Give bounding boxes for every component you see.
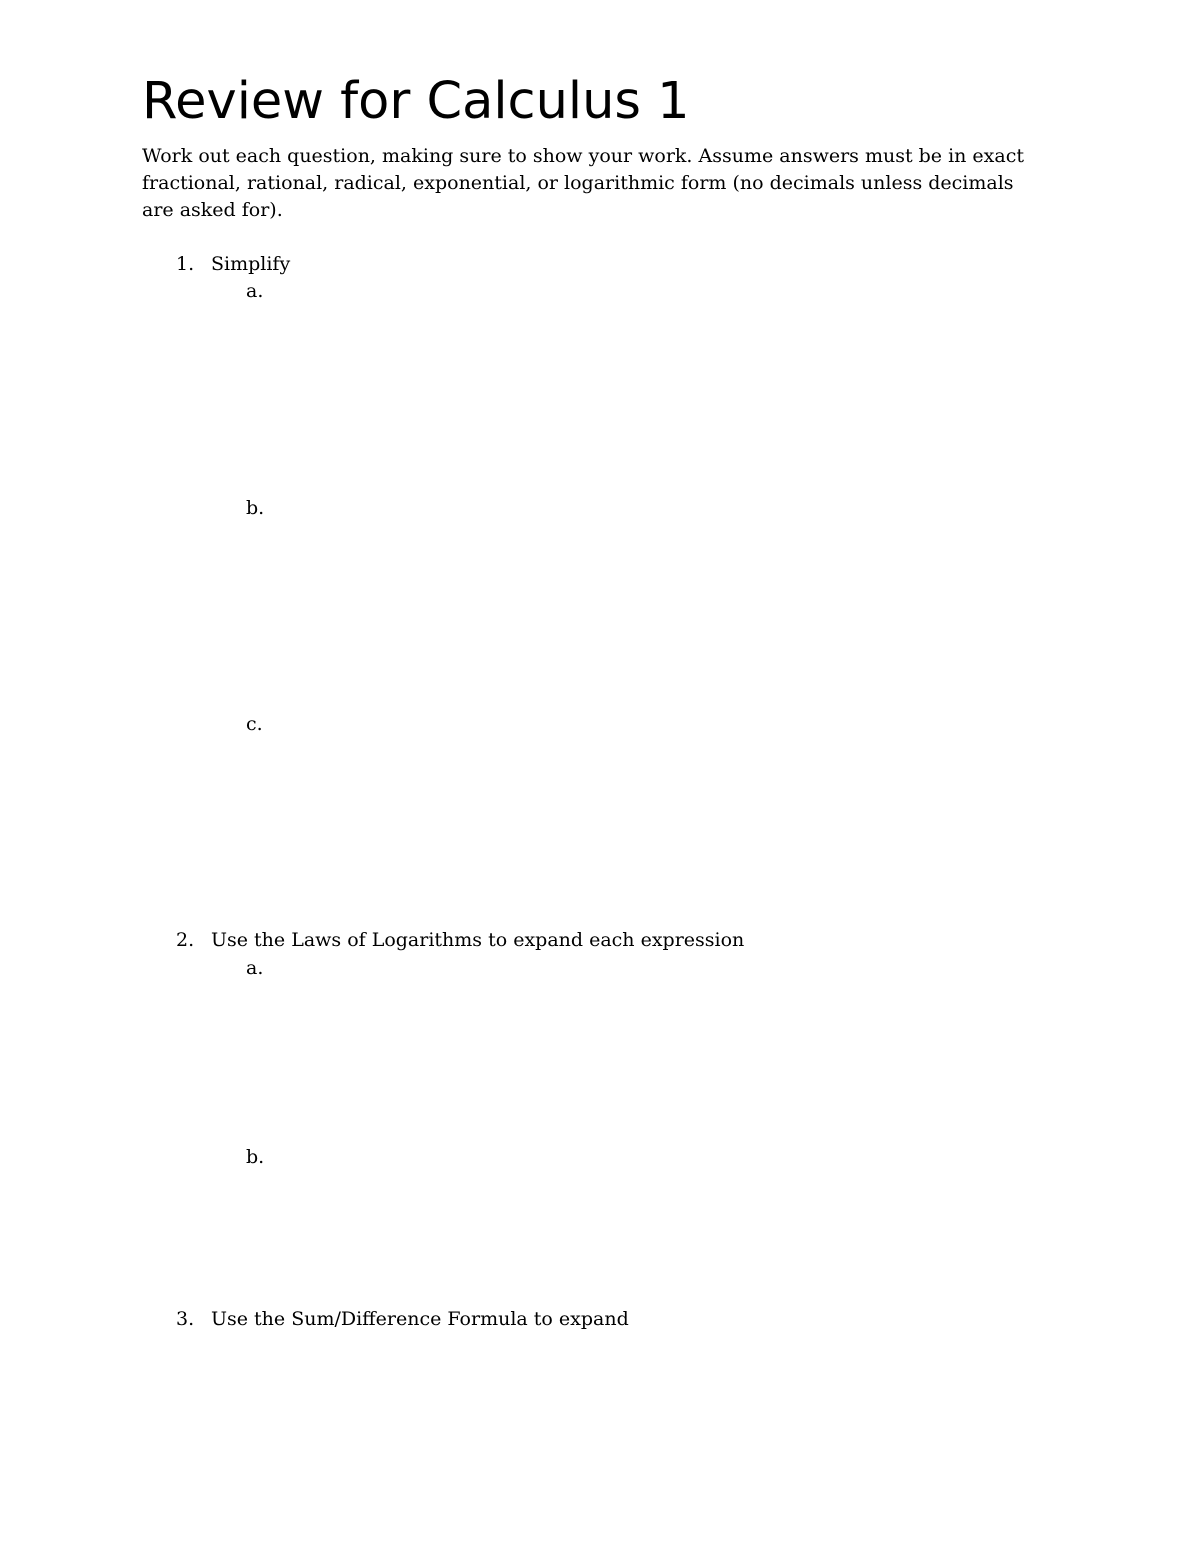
question-part-label: b. bbox=[246, 497, 265, 519]
question-text: Use the Laws of Logarithms to expand each expression bbox=[211, 929, 745, 951]
instructions-paragraph: Work out each question, making sure to show your work. Assume answers must be in exact fractional, rational, radical, exponential, or logarithmic form (no decimals unless decimals are asked for). bbox=[142, 145, 1024, 221]
question-part-label: b. bbox=[246, 1146, 265, 1168]
page-title: Review for Calculus 1 bbox=[142, 72, 690, 131]
question-number: 2. bbox=[176, 929, 195, 951]
question-number: 3. bbox=[176, 1308, 195, 1330]
question-part-label: a. bbox=[246, 280, 264, 302]
question-part-label: c. bbox=[246, 713, 263, 735]
question-part-label: a. bbox=[246, 957, 264, 979]
question-text: Use the Sum/Difference Formula to expand bbox=[211, 1308, 629, 1330]
question-text: Simplify bbox=[211, 253, 291, 275]
question-number: 1. bbox=[176, 253, 195, 275]
